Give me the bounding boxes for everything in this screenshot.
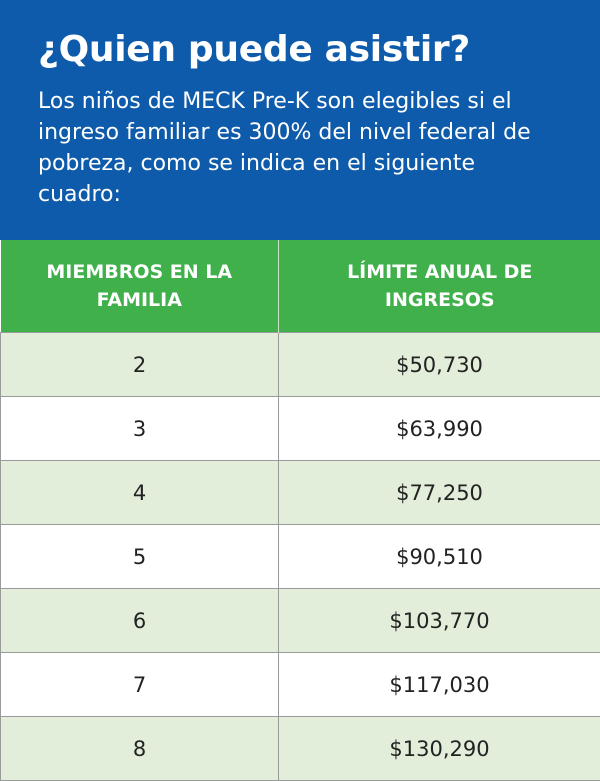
family-members-cell: 3	[1, 397, 279, 461]
table-row	[1, 461, 600, 525]
column-header-family-members: MIEMBROS EN LA FAMILIA	[1, 240, 279, 333]
family-members-cell: 2	[1, 333, 279, 397]
income-limit-cell: $77,250	[279, 461, 600, 525]
table-row	[1, 589, 600, 653]
page-title: ¿Quien puede asistir?	[38, 28, 564, 72]
table-row	[1, 397, 600, 461]
column-header-annual-income-limit: LÍMITE ANUAL DE INGRESOS	[279, 240, 600, 333]
table-row	[1, 333, 600, 397]
table-row	[1, 525, 600, 589]
family-members-cell: 8	[1, 717, 279, 781]
income-limit-cell: $117,030	[279, 653, 600, 717]
income-limit-cell: $90,510	[279, 525, 600, 589]
family-members-cell: 6	[1, 589, 279, 653]
income-limit-cell: $63,990	[279, 397, 600, 461]
table-header-row	[1, 240, 600, 333]
income-limit-table	[0, 240, 600, 781]
table-row	[1, 717, 600, 781]
income-limit-cell: $103,770	[279, 589, 600, 653]
family-members-cell: 5	[1, 525, 279, 589]
family-members-cell: 7	[1, 653, 279, 717]
header-banner	[0, 0, 600, 240]
income-limit-cell: $50,730	[279, 333, 600, 397]
family-members-cell: 4	[1, 461, 279, 525]
intro-text: Los niños de MECK Pre-K son elegibles si el ingreso familiar es 300% del nivel federal de pobreza, como se indica en el siguiente cuadro:	[38, 86, 564, 210]
table-row	[1, 653, 600, 717]
income-limit-cell: $130,290	[279, 717, 600, 781]
